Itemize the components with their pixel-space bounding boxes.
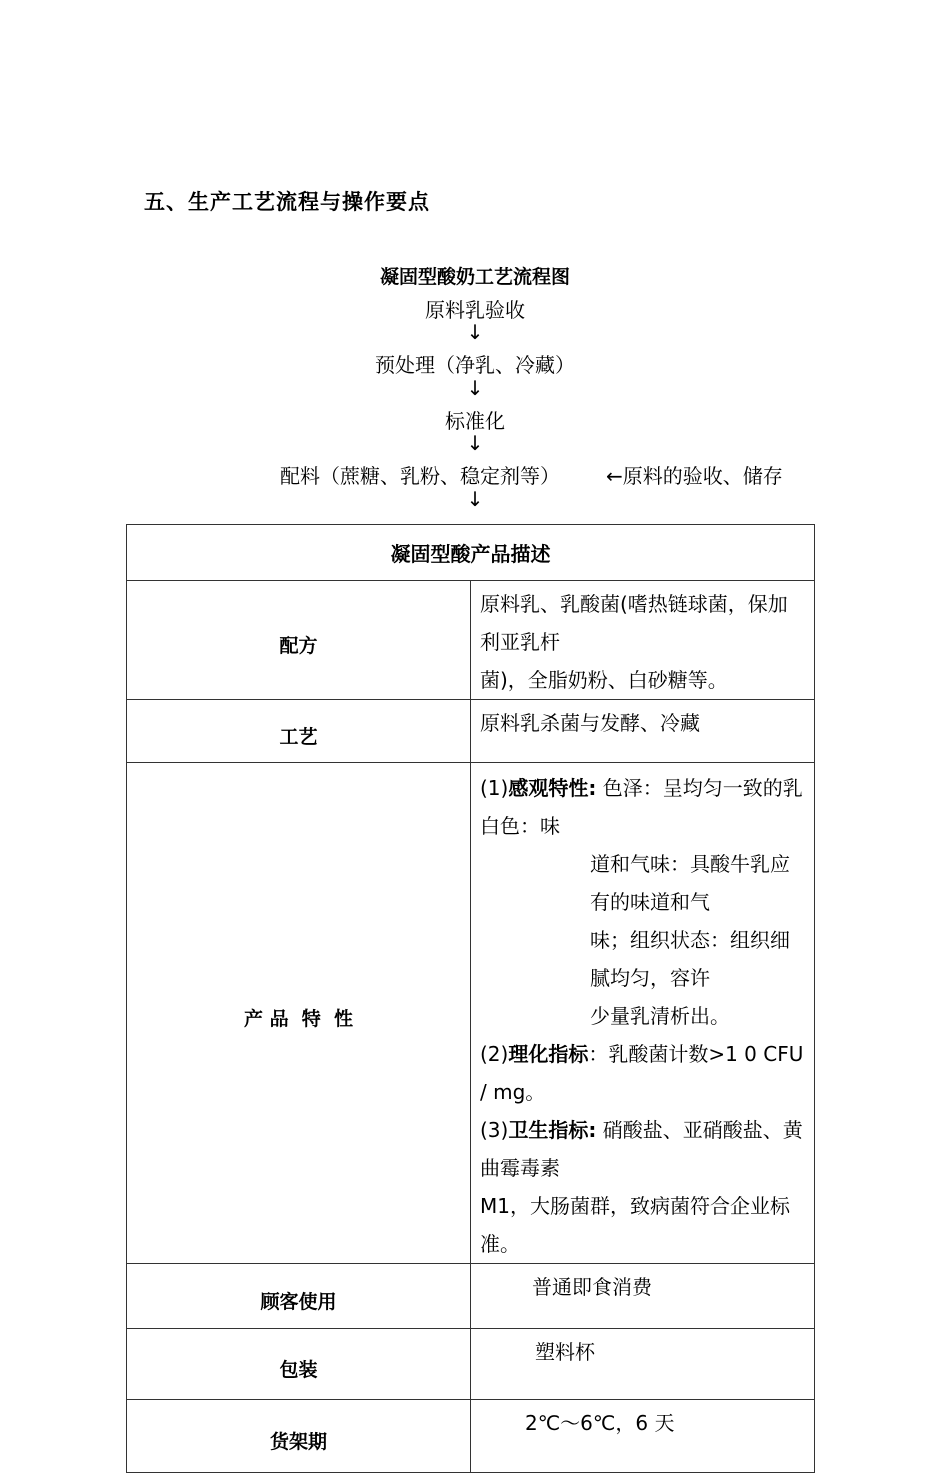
item-number: (3)	[480, 1118, 509, 1142]
flow-chart-title: 凝固型酸奶工艺流程图	[379, 266, 570, 288]
item-heading: 理化指标	[508, 1042, 589, 1066]
row-value-process: 原料乳杀菌与发酵、冷藏	[471, 700, 815, 763]
flow-arrow: ↓	[466, 487, 484, 511]
row-label-consumer-use: 顾客使用	[127, 1264, 471, 1329]
table-title: 凝固型酸产品描述	[127, 525, 815, 581]
row-value-packaging: 塑料杯	[471, 1329, 815, 1400]
item-text: ：乳酸菌计数>1 0 CFU / mg。	[480, 1042, 804, 1104]
item-text: 少量乳清析出。	[590, 1004, 730, 1028]
section-title: 五、生产工艺流程与操作要点	[144, 190, 430, 214]
row-value-shelf-life: 2℃～6℃，6 天	[471, 1400, 815, 1473]
item-number: (2)	[480, 1042, 509, 1066]
flow-arrow: ↓	[466, 376, 484, 400]
flow-step-standardize: 标准化	[445, 409, 505, 433]
item-text: 色泽：呈均匀一致的乳白色：味	[480, 776, 803, 838]
row-label-formula: 配方	[127, 581, 471, 700]
item-text: 硝酸盐、亚硝酸盐、黄曲霉毒素	[480, 1118, 803, 1180]
formula-line: 原料乳、乳酸菌(嗜热链球菌，保加利亚乳杆	[480, 592, 788, 654]
row-value-consumer-use: 普通即食消费	[471, 1264, 815, 1329]
item-text: 味；组织状态：组织细腻均匀，容许	[590, 928, 790, 990]
item-heading: 卫生指标:	[508, 1118, 597, 1142]
flow-step-ingredients: 配料（蔗糖、乳粉、稳定剂等）	[280, 464, 560, 488]
row-value-characteristics	[471, 763, 815, 1264]
sensory-item	[480, 769, 806, 845]
row-label-packaging: 包装	[127, 1329, 471, 1400]
row-label-characteristics: 产 品 特 性	[127, 763, 471, 1264]
item-number: (1)	[480, 776, 509, 800]
flow-side-note: ←原料的验收、储存	[606, 464, 783, 488]
physchem-item	[480, 1035, 806, 1111]
item-heading: 感观特性:	[508, 776, 597, 800]
item-text: 道和气味：具酸牛乳应有的味道和气	[590, 852, 790, 914]
flow-arrow: ↓	[466, 320, 484, 344]
item-text: M1，大肠菌群，致病菌符合企业标准。	[480, 1194, 790, 1256]
formula-line: 菌)，全脂奶粉、白砂糖等。	[480, 668, 728, 692]
row-value-formula	[471, 581, 815, 700]
row-label-process: 工艺	[127, 700, 471, 763]
flow-step-pretreatment: 预处理（净乳、冷藏）	[375, 353, 575, 377]
hygiene-item	[480, 1111, 806, 1187]
product-description-table	[126, 524, 815, 1473]
flow-arrow: ↓	[466, 431, 484, 455]
flow-step-raw-milk: 原料乳验收	[425, 298, 525, 322]
row-label-shelf-life: 货架期	[127, 1400, 471, 1473]
